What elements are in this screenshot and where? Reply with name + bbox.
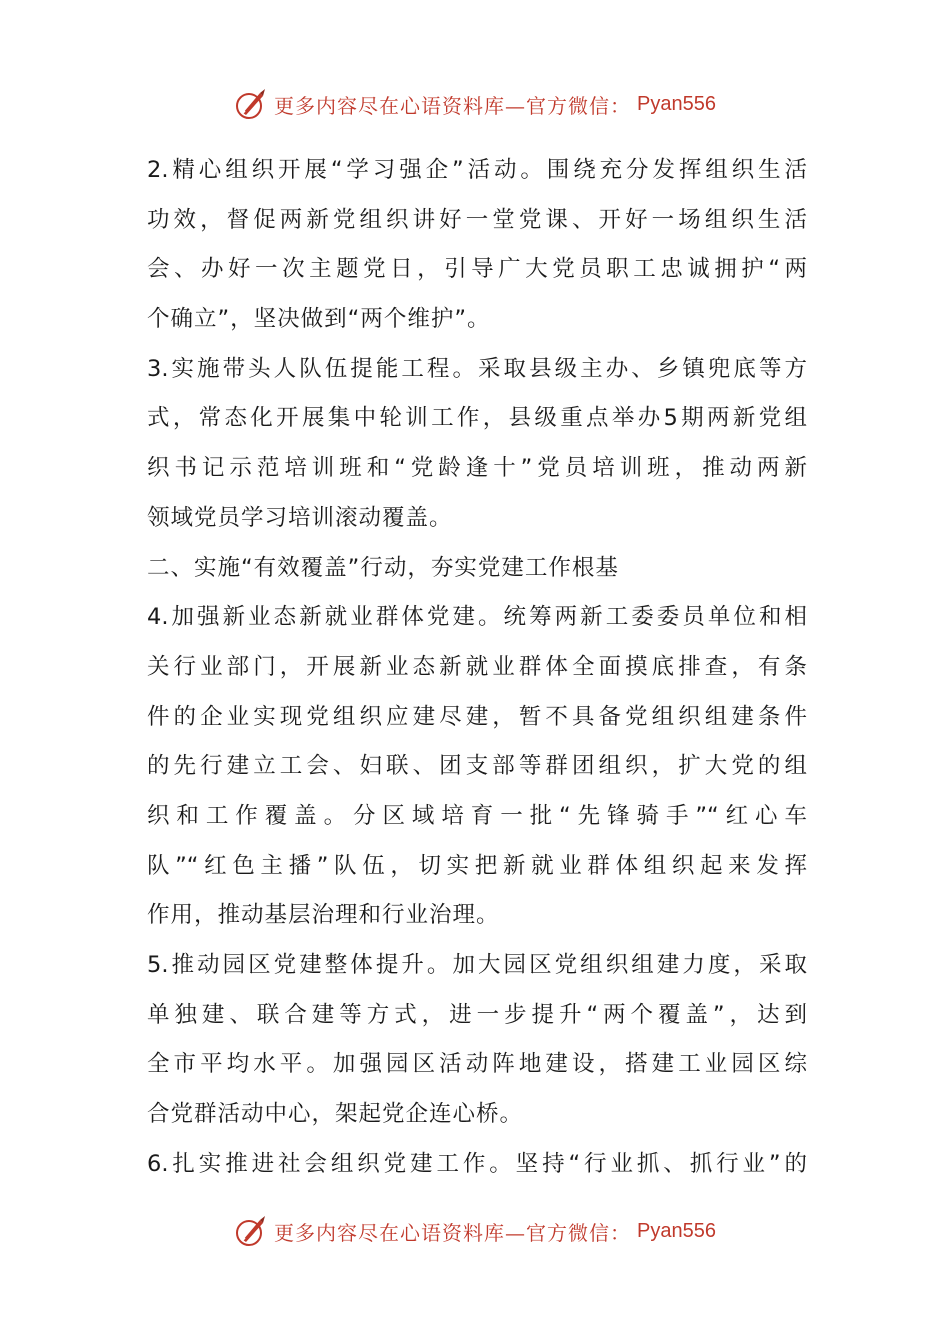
- quill-pen-logo-icon: [234, 1214, 268, 1248]
- body-line-13: 的先行建立工会、妇联、团支部等群团组织，扩大党的组: [147, 753, 807, 780]
- footer-banner-text: 更多内容尽在心语资料库—官方微信：: [274, 1220, 632, 1245]
- body-line-7: 织书记示范培训班和“党龄逢十”党员培训班，推动两新: [147, 455, 807, 482]
- body-line-17: 5.推动园区党建整体提升。加大园区党组织组建力度，采取: [147, 952, 807, 978]
- header-banner-text: 更多内容尽在心语资料库—官方微信：: [274, 93, 632, 118]
- body-line-16: 作用，推动基层治理和行业治理。: [147, 902, 500, 929]
- section-heading: 二、实施“有效覆盖”行动，夯实党建工作根基: [147, 554, 619, 581]
- body-line-20: 合党群活动中心，架起党企连心桥。: [147, 1101, 524, 1128]
- body-line-15: 队”“红色主播”队伍，切实把新就业群体组织起来发挥: [147, 852, 807, 879]
- footer-watermark-banner: [0, 1211, 950, 1251]
- body-line-5: 3.实施带头人队伍提能工程。采取县级主办、乡镇兜底等方: [147, 355, 807, 382]
- body-line-3: 会、办好一次主题党日，引导广大党员职工忠诚拥护“两: [147, 256, 807, 283]
- header-watermark-banner: [0, 84, 950, 124]
- body-line-4: 个确立”，坚决做到“两个维护”。: [147, 306, 491, 333]
- quill-pen-logo-icon: [234, 87, 268, 121]
- footer-banner-inner: [234, 1214, 716, 1248]
- body-line-10: 4.加强新业态新就业群体党建。统筹两新工委委员单位和相: [147, 604, 807, 631]
- body-line-8: 领域党员学习培训滚动覆盖。: [147, 504, 453, 531]
- body-line-2: 功效，督促两新党组织讲好一堂党课、开好一场组织生活: [147, 206, 807, 233]
- body-line-12: 件的企业实现党组织应建尽建，暂不具备党组织组建条件: [147, 703, 807, 730]
- body-line-11: 关行业部门，开展新业态新就业群体全面摸底排查，有条: [147, 653, 807, 680]
- footer-banner-handle: Pyan556: [637, 1219, 716, 1242]
- body-line-21: 6.扎实推进社会组织党建工作。坚持“行业抓、抓行业”的: [147, 1150, 807, 1177]
- body-line-6: 式，常态化开展集中轮训工作，县级重点举办5期两新党组: [147, 405, 807, 432]
- document-body: [147, 146, 807, 1189]
- body-line-18: 单独建、联合建等方式，进一步提升“两个覆盖”，达到: [147, 1001, 807, 1028]
- body-line-19: 全市平均水平。加强园区活动阵地建设，搭建工业园区综: [147, 1051, 807, 1078]
- header-banner-handle: Pyan556: [637, 92, 716, 115]
- body-line-14: 织和工作覆盖。分区域培育一批“先锋骑手”“红心车: [147, 802, 807, 829]
- header-banner-inner: [234, 87, 716, 121]
- body-line-1: 2.精心组织开展“学习强企”活动。围绕充分发挥组织生活: [147, 157, 807, 183]
